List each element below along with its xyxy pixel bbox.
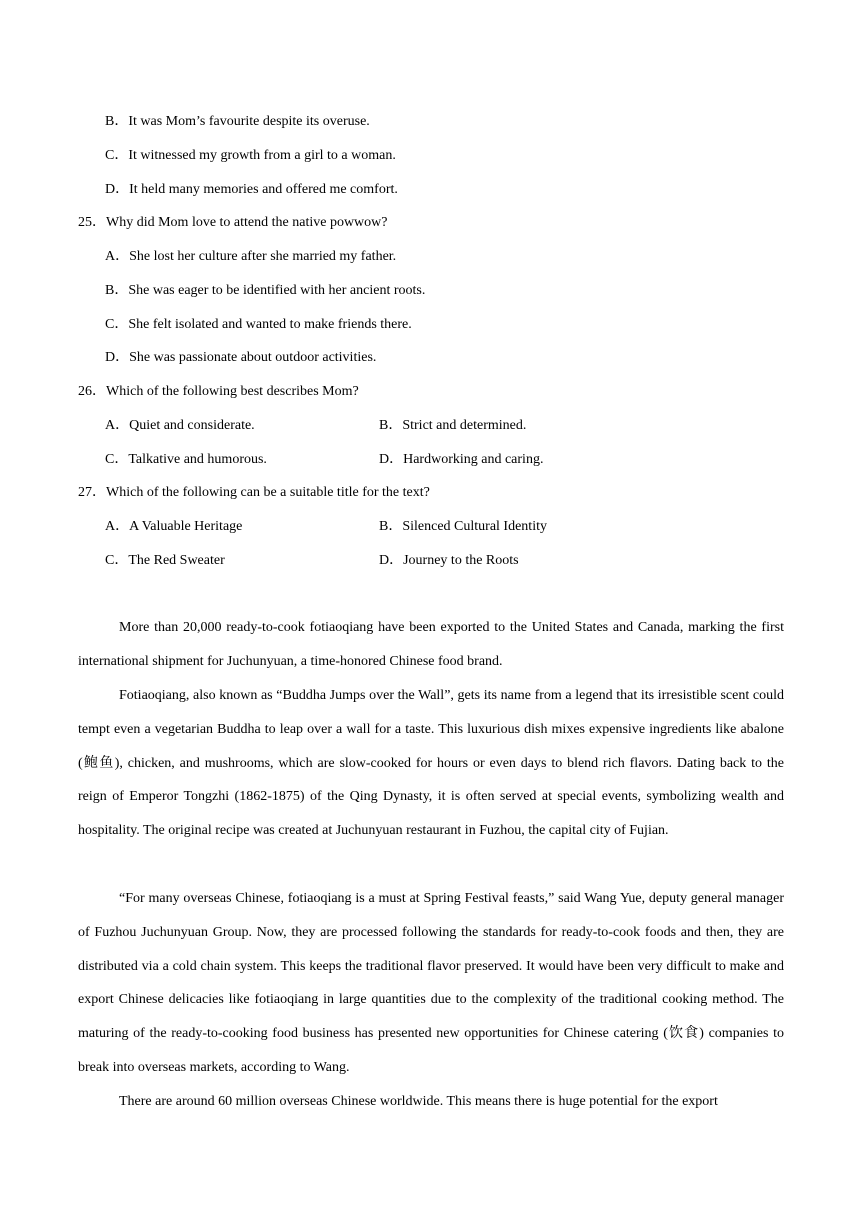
q27-option-b: B．Silenced Cultural Identity — [379, 519, 547, 534]
q27-option-a: A．A Valuable Heritage — [105, 519, 243, 534]
q24-option-c: C．It witnessed my growth from a girl to a woman. — [105, 148, 396, 163]
q25-question: 25．Why did Mom love to attend the native powwow? — [78, 215, 388, 230]
q27-option-c: C．The Red Sweater — [105, 553, 225, 568]
q26-question: 26．Which of the following best describes Mom? — [78, 384, 359, 399]
q24-option-d: D．It held many memories and offered me comfort. — [105, 182, 398, 197]
q26-option-d: D．Hardworking and caring. — [379, 452, 544, 467]
passage-paragraph: There are around 60 million overseas Chinese worldwide. This means there is huge potential for the export — [119, 1094, 718, 1109]
passage-paragraph: More than 20,000 ready-to-cook fotiaoqiang have been exported to the United States and Canada, marking the first international shipment for Juchunyuan, a time-honored Chinese food brand. — [78, 620, 784, 669]
q25-option-d: D．She was passionate about outdoor activities. — [105, 350, 377, 365]
q24-option-b: B．It was Mom’s favourite despite its overuse. — [105, 114, 370, 129]
q27-question: 27．Which of the following can be a suitable title for the text? — [78, 485, 430, 500]
q25-option-c: C．She felt isolated and wanted to make friends there. — [105, 317, 412, 332]
passage-paragraph: Fotiaoqiang, also known as “Buddha Jumps over the Wall”, gets its name from a legend that its irresistible scent could tempt even a vegetarian Buddha to leap over a wall for a taste. This luxurious dish mixes expensive ingredients like abalone (鲍鱼), chicken, and mushrooms, which are slow-cooked for hours or even days to blend rich flavors. Dating back to the reign of Emperor Tongzhi (1862-1875) of the Qing Dynasty, it is often served at special events, symbolizing wealth and hospitality. The original recipe was created at Juchunyuan restaurant in Fuzhou, the capital city of Fujian. — [78, 688, 784, 839]
q26-option-c: C．Talkative and humorous. — [105, 452, 267, 467]
passage-paragraph: “For many overseas Chinese, fotiaoqiang is a must at Spring Festival feasts,” said Wang Yue, deputy general manager of Fuzhou Juchunyuan Group. Now, they are processed following the standards for ready-to-cook foods and then, they are distributed via a cold chain system. This keeps the traditional flavor preserved. It would have been very difficult to make and export Chinese delicacies like fotiaoqiang in large quantities due to the complexity of the traditional cooking method. The maturing of the ready-to-cooking food business has presented new opportunities for Chinese catering (饮食) companies to break into overseas markets, according to Wang. — [78, 891, 784, 1075]
q26-option-b: B．Strict and determined. — [379, 418, 527, 433]
q25-option-b: B．She was eager to be identified with her ancient roots. — [105, 283, 426, 298]
q26-option-a: A．Quiet and considerate. — [105, 418, 255, 433]
q27-option-d: D．Journey to the Roots — [379, 553, 519, 568]
q25-option-a: A．She lost her culture after she married my father. — [105, 249, 397, 264]
